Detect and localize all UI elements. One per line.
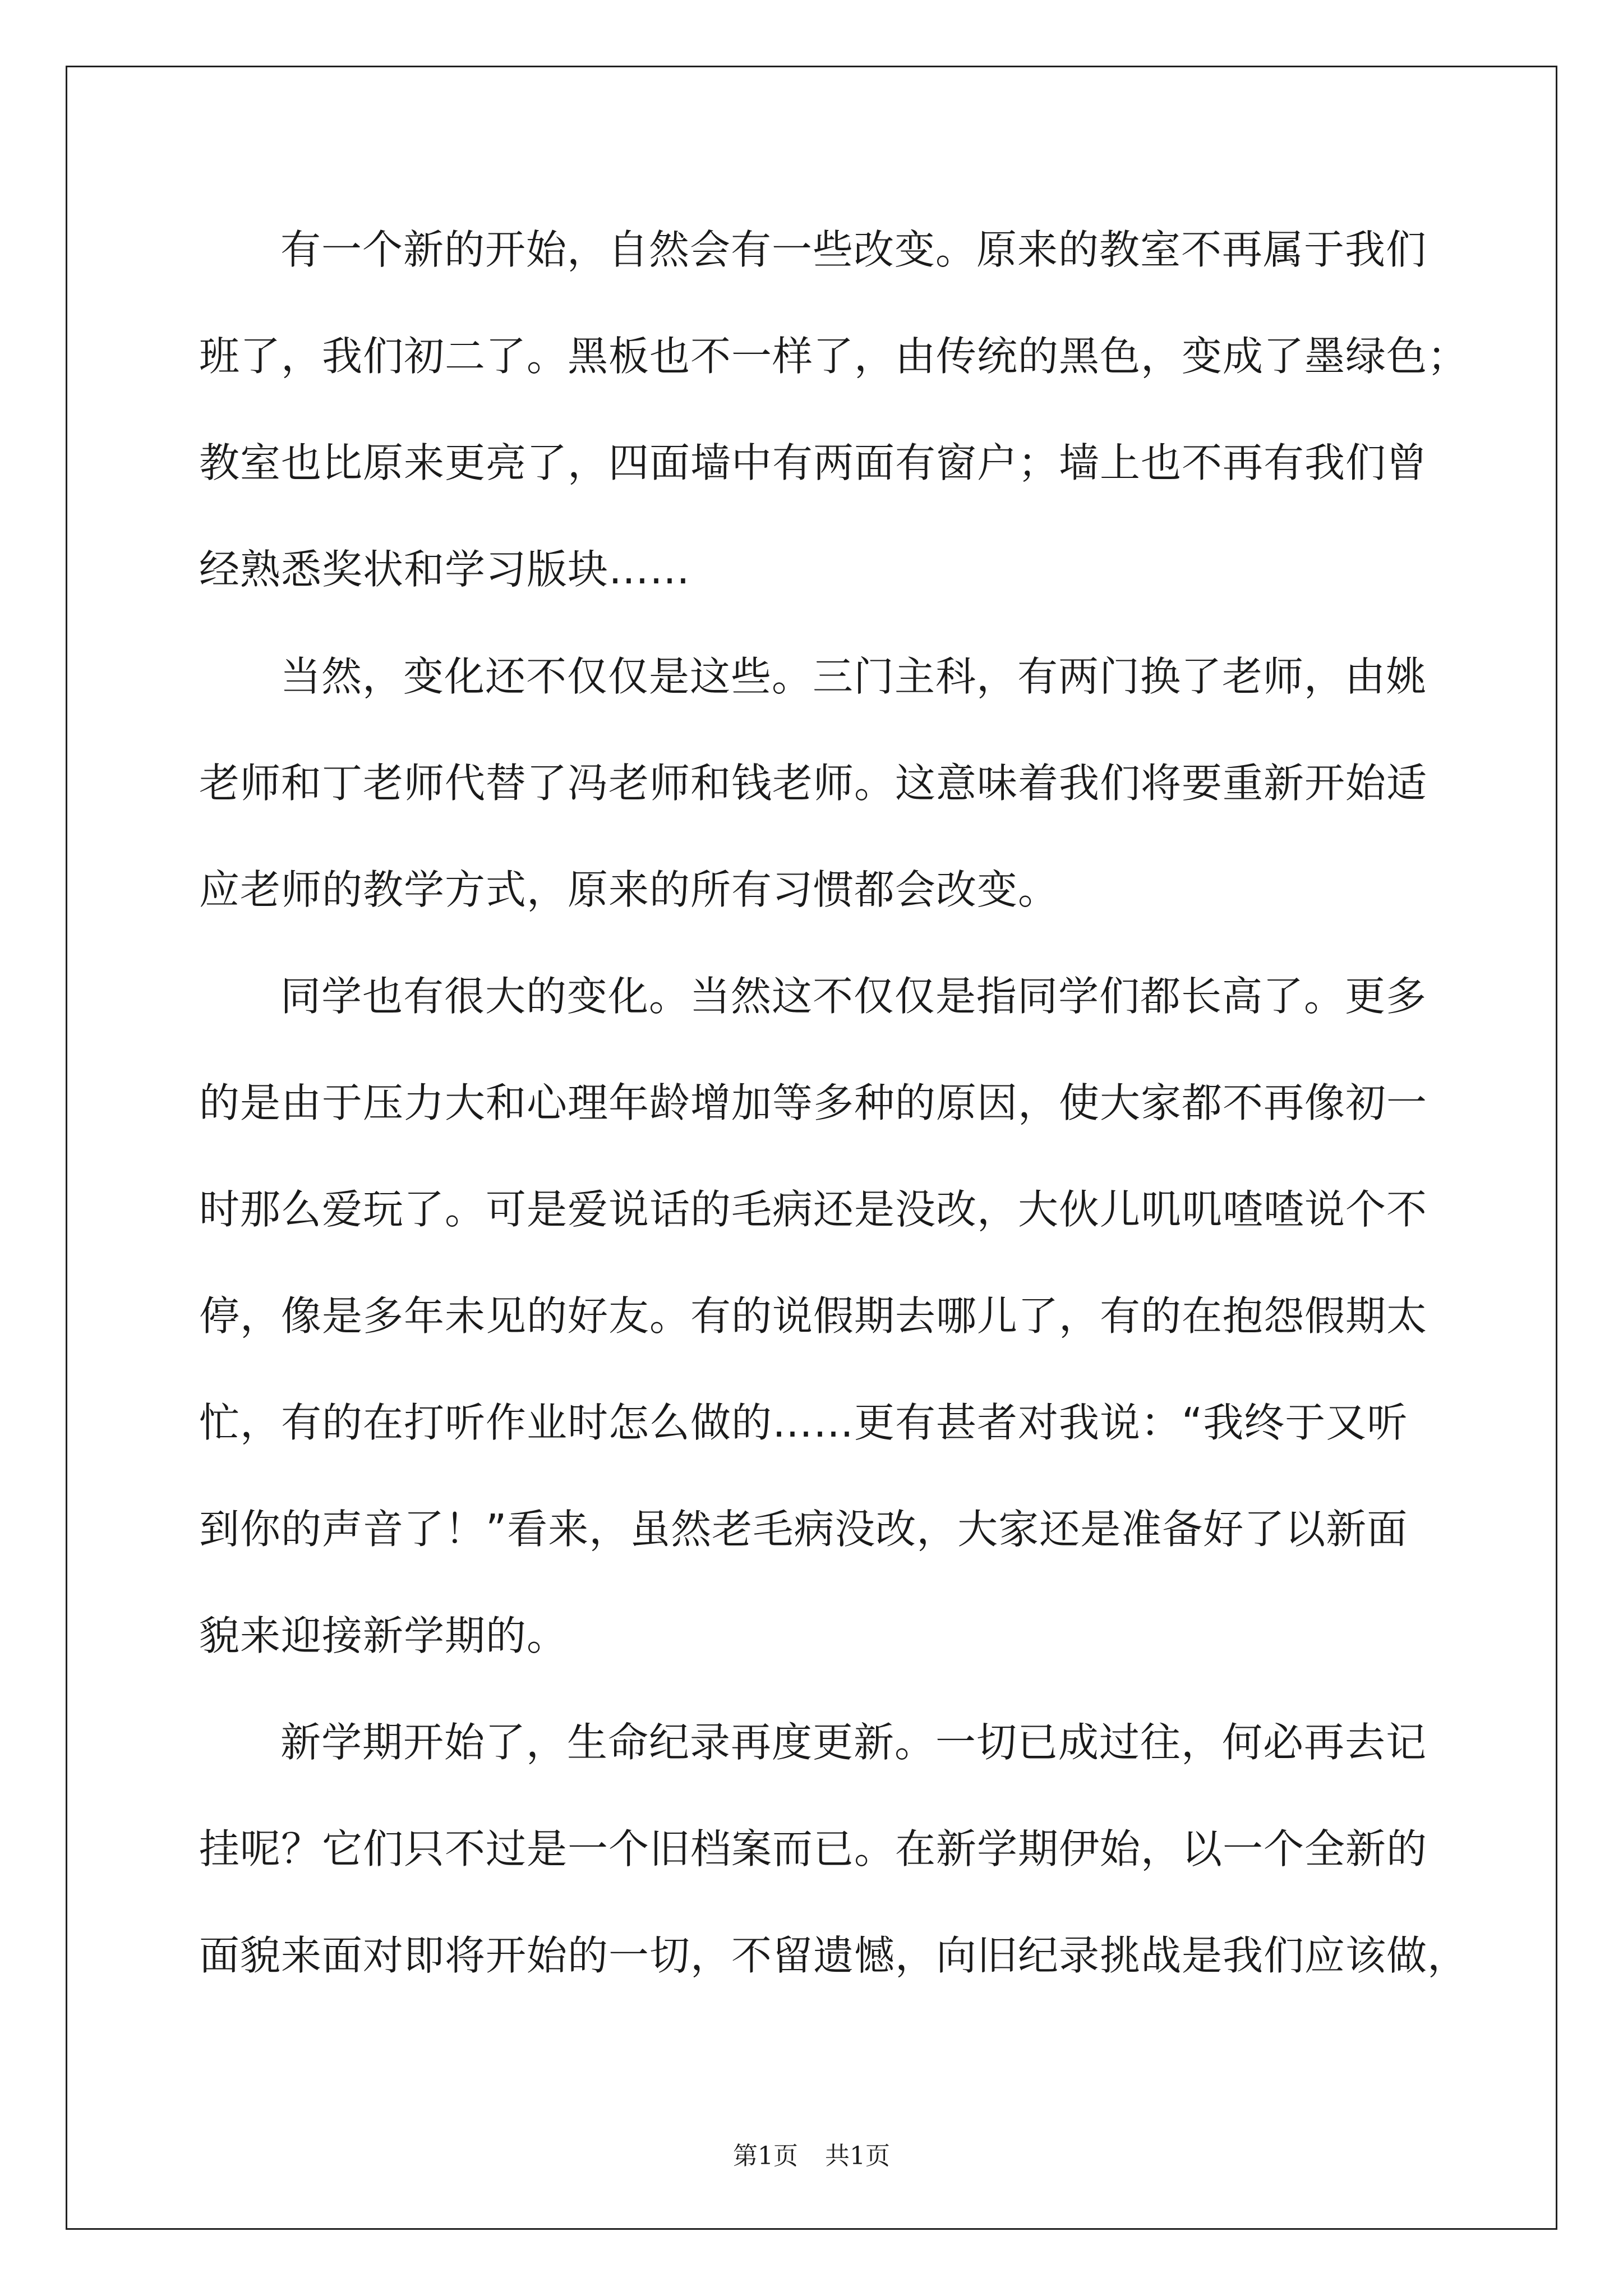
- text-line: 面貌来面对即将开始的一切，不留遗憾，向旧纪录挑战是我们应该做，: [199, 1932, 1469, 1979]
- text-line: 貌来迎接新学期的。: [199, 1612, 568, 1659]
- text-line: 挂呢？它们只不过是一个旧档案而已。在新学期伊始，以一个全新的: [199, 1825, 1428, 1872]
- text-line: 的是由于压力大和心理年龄增加等多种的原因，使大家都不再像初一: [199, 1079, 1428, 1126]
- page-count: 共1页: [825, 2142, 890, 2170]
- page-footer: [0, 2141, 1623, 2172]
- text-line: 忙，有的在打听作业时怎么做的……更有甚者对我说：“我终于又听: [199, 1399, 1408, 1446]
- text-line: 老师和丁老师代替了冯老师和钱老师。这意味着我们将要重新开始适: [199, 760, 1428, 807]
- text-line: 到你的声音了！”看来，虽然老毛病没改，大家还是准备好了以新面: [199, 1506, 1408, 1553]
- text-line: 有一个新的开始，自然会有一些改变。原来的教室不再属于我们: [280, 226, 1427, 273]
- text-line: 经熟悉奖状和学习版块……: [199, 546, 691, 593]
- text-line: 停，像是多年未见的好友。有的说假期去哪儿了，有的在抱怨假期太: [199, 1292, 1428, 1340]
- text-line: 当然，变化还不仅仅是这些。三门主科，有两门换了老师，由姚: [280, 653, 1427, 700]
- text-line: 新学期开始了，生命纪录再度更新。一切已成过往，何必再去记: [280, 1719, 1427, 1766]
- text-line: 同学也有很大的变化。当然这不仅仅是指同学们都长高了。更多: [280, 973, 1427, 1020]
- text-line: 时那么爱玩了。可是爱说话的毛病还是没改，大伙儿叽叽喳喳说个不: [199, 1186, 1428, 1233]
- text-line: 应老师的教学方式，原来的所有习惯都会改变。: [199, 866, 1059, 913]
- page-number: 第1页: [733, 2142, 798, 2170]
- text-line: 班了，我们初二了。黑板也不一样了，由传统的黑色，变成了墨绿色；: [199, 333, 1469, 380]
- page-border: [66, 66, 1557, 2230]
- text-line: 教室也比原来更亮了，四面墙中有两面有窗户；墙上也不再有我们曾: [199, 439, 1428, 486]
